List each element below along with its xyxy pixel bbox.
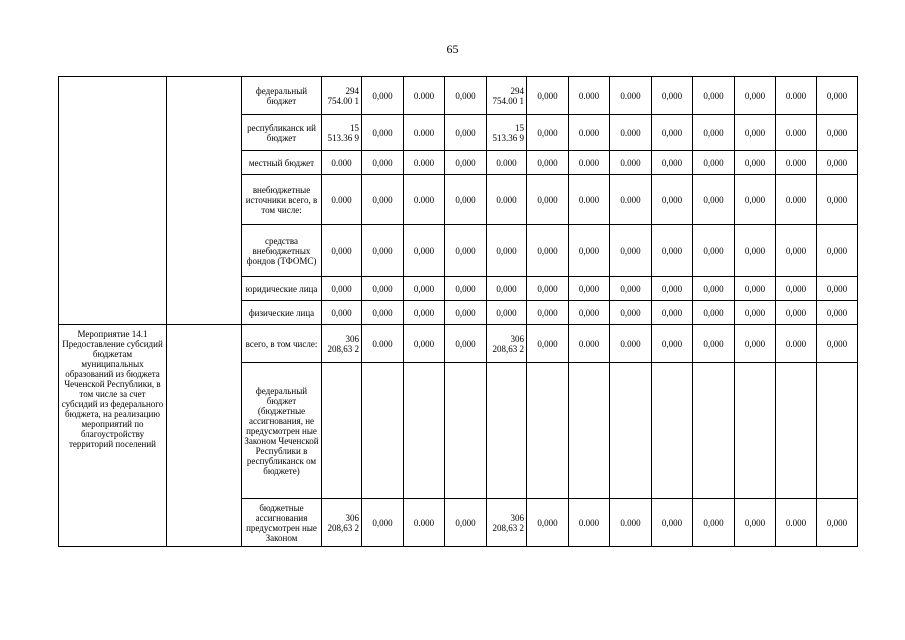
value-cell: 0,000: [693, 499, 735, 547]
value-cell: 0,000: [693, 225, 735, 277]
value-cell: 0,000: [445, 325, 487, 363]
value-cell: 0.000: [487, 175, 527, 225]
value-cell: 0.000: [569, 115, 610, 151]
value-cell: 0,000: [487, 301, 527, 325]
value-cell: 0,000: [817, 325, 858, 363]
value-cell: 0.000: [569, 175, 610, 225]
value-cell: 0,000: [362, 277, 404, 301]
value-cell: 0.000: [322, 151, 362, 175]
value-cell: 15 513.36 9: [487, 115, 527, 151]
value-cell: 0,000: [569, 301, 610, 325]
value-cell: 0,000: [527, 277, 569, 301]
value-cell: 0,000: [362, 301, 404, 325]
value-cell: 0.000: [610, 77, 652, 115]
value-cell: 0,000: [404, 277, 445, 301]
value-cell: 0,000: [817, 115, 858, 151]
value-cell: 0.000: [610, 325, 652, 363]
value-cell: 0.000: [610, 499, 652, 547]
value-cell: 0.000: [610, 115, 652, 151]
value-cell: 0,000: [693, 301, 735, 325]
value-cell: 306 208,63 2: [322, 499, 362, 547]
value-cell: 0,000: [693, 115, 735, 151]
value-cell: 0.000: [569, 77, 610, 115]
value-cell: 0,000: [362, 115, 404, 151]
value-cell: [610, 363, 652, 499]
value-cell: [735, 363, 776, 499]
value-cell: 0,000: [735, 151, 776, 175]
value-cell: 0.000: [404, 151, 445, 175]
table-row: [59, 325, 858, 363]
empty-executor-cell: [167, 325, 242, 547]
value-cell: [527, 363, 569, 499]
value-cell: 0,000: [735, 77, 776, 115]
value-cell: [362, 363, 404, 499]
funding-source: средства внебюджетных фондов (ТФОМС): [242, 225, 322, 277]
value-cell: 0,000: [776, 301, 817, 325]
value-cell: 0.000: [404, 175, 445, 225]
value-cell: 0,000: [527, 151, 569, 175]
value-cell: [652, 363, 693, 499]
value-cell: 0,000: [445, 499, 487, 547]
value-cell: 0,000: [652, 151, 693, 175]
value-cell: 306 208,63 2: [487, 499, 527, 547]
value-cell: 0,000: [652, 225, 693, 277]
value-cell: 0.000: [569, 499, 610, 547]
value-cell: 0,000: [445, 77, 487, 115]
value-cell: 0,000: [776, 225, 817, 277]
value-cell: 0,000: [610, 225, 652, 277]
value-cell: 0,000: [322, 225, 362, 277]
funding-source: федеральный бюджет (бюджетные ассигнования, не предусмотрен ные Законом Чеченской Республики в республиканск ом бюджете): [242, 363, 322, 499]
value-cell: [322, 363, 362, 499]
value-cell: 0,000: [362, 499, 404, 547]
value-cell: 0,000: [693, 77, 735, 115]
value-cell: 0,000: [445, 115, 487, 151]
value-cell: 0,000: [362, 175, 404, 225]
measure-title: Мероприятие 14.1 Предоставление субсидий бюджетам муниципальных образований из бюджета Чеченской Республики, в том числе за счет субсидий из федерального бюджета, на реализацию мероприятий по благоустройству территорий поселений: [59, 325, 167, 547]
value-cell: [693, 363, 735, 499]
value-cell: 0.000: [610, 151, 652, 175]
funding-source: юридические лица: [242, 277, 322, 301]
table-row: [59, 77, 858, 115]
value-cell: 0.000: [322, 175, 362, 225]
funding-source: республиканск ий бюджет: [242, 115, 322, 151]
budget-table: [58, 76, 858, 547]
value-cell: 0.000: [487, 151, 527, 175]
funding-source: местный бюджет: [242, 151, 322, 175]
value-cell: [776, 363, 817, 499]
value-cell: 0.000: [776, 77, 817, 115]
funding-source: всего, в том числе:: [242, 325, 322, 363]
value-cell: 0,000: [362, 225, 404, 277]
value-cell: 0.000: [569, 151, 610, 175]
value-cell: [404, 363, 445, 499]
value-cell: 0,000: [652, 175, 693, 225]
value-cell: 0,000: [527, 301, 569, 325]
value-cell: 0.000: [362, 325, 404, 363]
value-cell: 0,000: [817, 151, 858, 175]
value-cell: 294 754.00 1: [487, 77, 527, 115]
value-cell: 0,000: [404, 225, 445, 277]
value-cell: [569, 363, 610, 499]
value-cell: 0,000: [735, 175, 776, 225]
value-cell: 0.000: [776, 175, 817, 225]
value-cell: 0.000: [776, 115, 817, 151]
funding-source: физические лица: [242, 301, 322, 325]
value-cell: 0,000: [404, 325, 445, 363]
value-cell: 0,000: [362, 77, 404, 115]
value-cell: 0,000: [527, 115, 569, 151]
value-cell: 294 754.00 1: [322, 77, 362, 115]
value-cell: 0,000: [693, 175, 735, 225]
value-cell: 0,000: [735, 115, 776, 151]
value-cell: 0,000: [652, 277, 693, 301]
value-cell: [445, 363, 487, 499]
value-cell: 0,000: [735, 301, 776, 325]
value-cell: [817, 363, 858, 499]
value-cell: 0,000: [735, 225, 776, 277]
value-cell: 0,000: [817, 77, 858, 115]
empty-measure-cell: [59, 77, 167, 325]
value-cell: 0,000: [817, 175, 858, 225]
value-cell: 0.000: [776, 325, 817, 363]
value-cell: 0,000: [652, 301, 693, 325]
funding-source: бюджетные ассигнования предусмотрен ные Законом: [242, 499, 322, 547]
value-cell: 0,000: [445, 151, 487, 175]
value-cell: 0,000: [652, 115, 693, 151]
value-cell: 0,000: [445, 225, 487, 277]
value-cell: 0,000: [569, 277, 610, 301]
funding-source: федеральный бюджет: [242, 77, 322, 115]
value-cell: 0.000: [776, 499, 817, 547]
value-cell: 0,000: [322, 301, 362, 325]
value-cell: 0.000: [404, 115, 445, 151]
value-cell: 0,000: [487, 277, 527, 301]
empty-executor-cell: [167, 77, 242, 325]
value-cell: 0,000: [652, 499, 693, 547]
value-cell: 0.000: [569, 325, 610, 363]
value-cell: 0,000: [487, 225, 527, 277]
value-cell: 0,000: [817, 499, 858, 547]
value-cell: 0,000: [527, 499, 569, 547]
funding-source: внебюджетные источники всего, в том числе:: [242, 175, 322, 225]
value-cell: 0,000: [445, 301, 487, 325]
value-cell: [487, 363, 527, 499]
value-cell: 0,000: [527, 325, 569, 363]
value-cell: 0,000: [735, 499, 776, 547]
value-cell: 0.000: [404, 77, 445, 115]
value-cell: 0,000: [362, 151, 404, 175]
value-cell: 0,000: [527, 175, 569, 225]
value-cell: 0,000: [445, 175, 487, 225]
value-cell: 0.000: [404, 499, 445, 547]
value-cell: 0,000: [527, 77, 569, 115]
value-cell: 0,000: [652, 325, 693, 363]
value-cell: 0,000: [735, 277, 776, 301]
value-cell: 0,000: [527, 225, 569, 277]
value-cell: 306 208,63 2: [487, 325, 527, 363]
page-number: 65: [446, 42, 459, 56]
value-cell: 0.000: [610, 175, 652, 225]
value-cell: 0,000: [693, 151, 735, 175]
value-cell: 0.000: [776, 151, 817, 175]
value-cell: 0,000: [569, 225, 610, 277]
value-cell: 0,000: [693, 325, 735, 363]
value-cell: 306 208,63 2: [322, 325, 362, 363]
value-cell: 0,000: [776, 277, 817, 301]
value-cell: 0,000: [817, 225, 858, 277]
value-cell: 0,000: [404, 301, 445, 325]
value-cell: 15 513.36 9: [322, 115, 362, 151]
value-cell: 0,000: [817, 301, 858, 325]
value-cell: 0,000: [445, 277, 487, 301]
value-cell: 0,000: [735, 325, 776, 363]
value-cell: 0,000: [652, 77, 693, 115]
value-cell: 0,000: [693, 277, 735, 301]
value-cell: 0,000: [610, 301, 652, 325]
value-cell: 0,000: [322, 277, 362, 301]
value-cell: 0,000: [610, 277, 652, 301]
value-cell: 0,000: [817, 277, 858, 301]
